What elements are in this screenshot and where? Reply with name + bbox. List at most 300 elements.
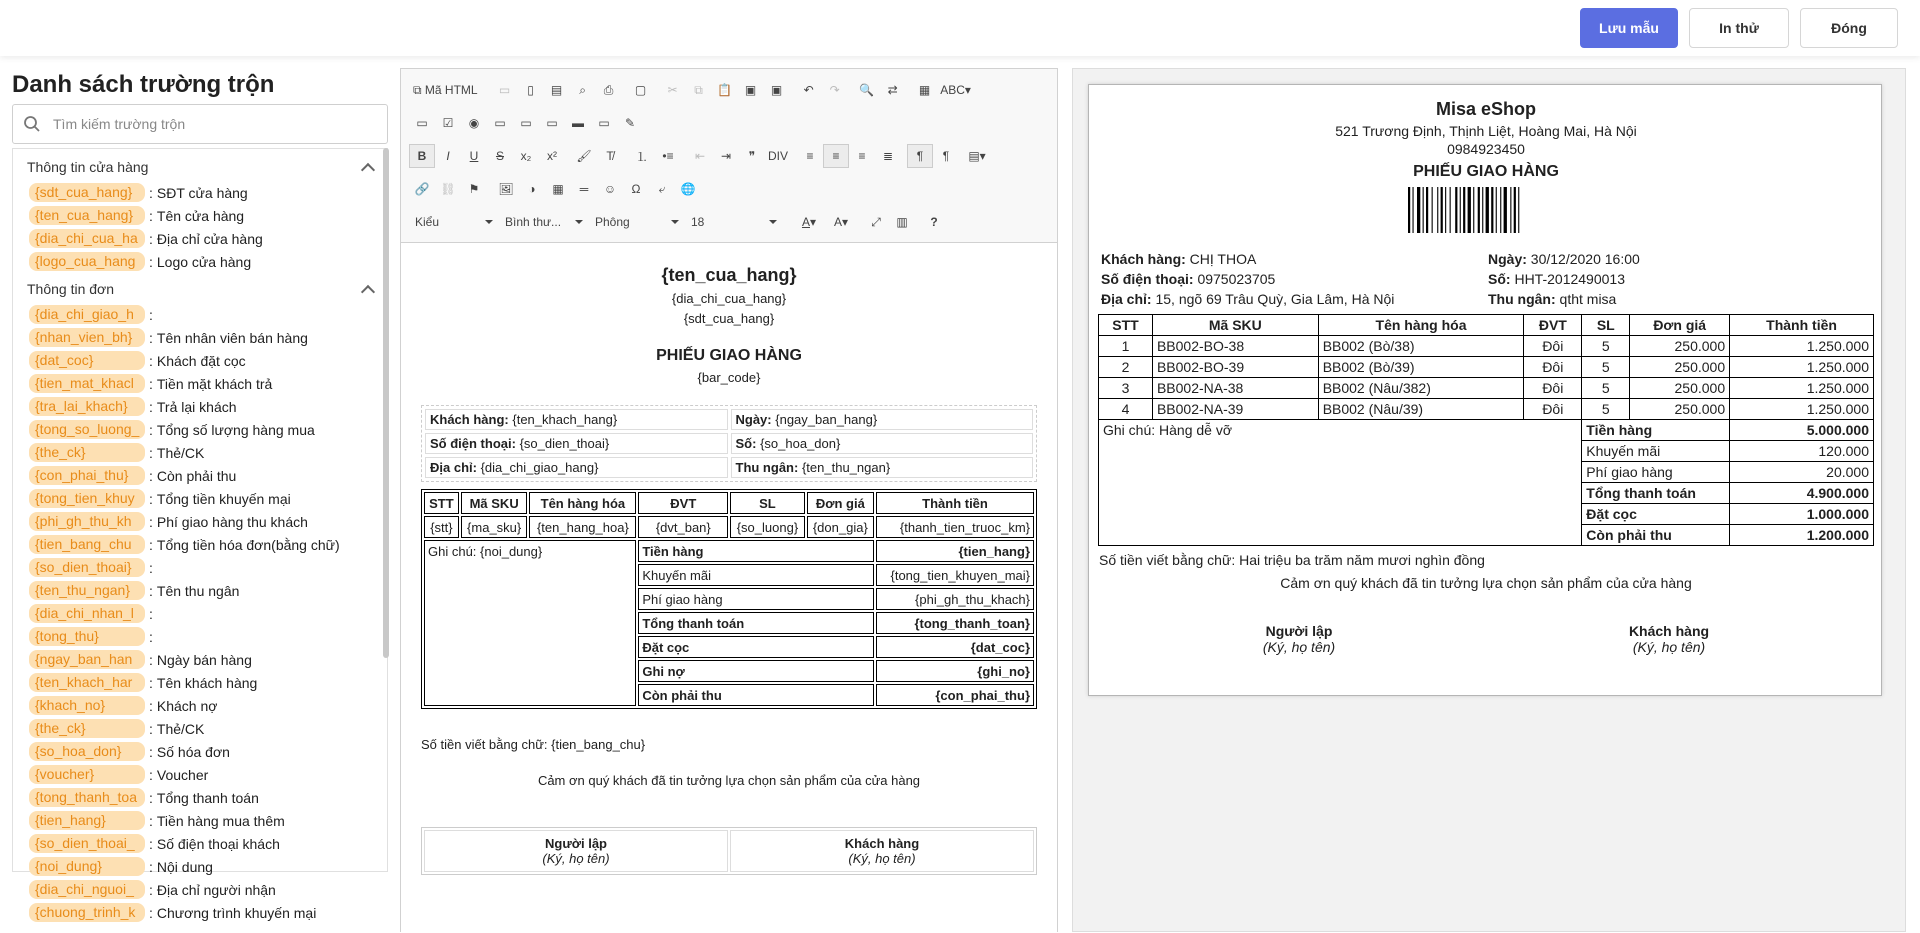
merge-field-label: Tiền mặt khách trả xyxy=(156,375,273,392)
style-dropdown[interactable] xyxy=(409,211,499,233)
pv-note: Ghi chú: Hàng dễ vỡ xyxy=(1099,420,1582,546)
merge-field-label: Thẻ/CK xyxy=(156,444,205,461)
merge-field-key[interactable]: {voucher} xyxy=(29,765,145,784)
info-value: {ten_khach_hang} xyxy=(512,412,618,427)
paste-word-icon[interactable]: ▣ xyxy=(770,83,783,97)
tpl-store-address: {dia_chi_cua_hang} xyxy=(671,291,787,306)
item-cell: 4 xyxy=(1099,399,1153,420)
total-value: {phi_gh_thu_khach} xyxy=(876,588,1034,610)
column-header: Đơn giá xyxy=(807,492,874,514)
flash-icon[interactable]: ◑ xyxy=(528,182,536,196)
form-icon[interactable]: ▭ xyxy=(416,116,428,130)
info-value: {so_dien_thoai} xyxy=(519,436,610,451)
merge-field-label: Địa chỉ người nhận xyxy=(156,881,276,898)
merge-field-key[interactable]: {so_dien_thoai_ xyxy=(29,834,145,853)
top-bar xyxy=(0,0,1920,56)
column-header: Tên hàng hóa xyxy=(1318,315,1524,336)
align-left-icon[interactable]: ≡ xyxy=(806,149,814,163)
merge-field-key[interactable]: {phi_gh_thu_kh xyxy=(29,512,145,531)
rtl-icon[interactable]: ¶ xyxy=(942,149,950,163)
item-cell: 1 xyxy=(1099,336,1153,357)
info-label: Khách hàng: xyxy=(430,412,509,427)
item-cell: 5 xyxy=(1582,357,1630,378)
merge-field-key[interactable]: {so_hoa_don} xyxy=(29,742,145,761)
total-label: Khuyến mãi xyxy=(638,564,874,586)
separator: : xyxy=(149,536,153,553)
total-value: 5.000.000 xyxy=(1730,420,1874,441)
field-list xyxy=(12,148,388,921)
total-label: Tiền hàng xyxy=(1582,420,1730,441)
pv-items-table xyxy=(1098,314,1874,546)
merge-field-item[interactable] xyxy=(13,855,387,878)
item-cell: 1.250.000 xyxy=(1730,357,1874,378)
test-print-button[interactable]: In thử xyxy=(1689,8,1789,48)
merge-field-label: Tiền hàng mua thêm xyxy=(156,812,285,829)
page-break-icon[interactable]: ⤶ xyxy=(658,181,666,196)
customer-label: Khách hàng xyxy=(1628,623,1710,639)
iframe-icon[interactable]: 🌐 xyxy=(680,182,696,196)
merge-field-item[interactable] xyxy=(13,809,387,832)
merge-field-item[interactable] xyxy=(13,487,387,510)
merge-field-key[interactable]: {con_phai_thu} xyxy=(29,466,145,485)
cut-icon[interactable]: ✂ xyxy=(667,83,678,97)
total-value: 4.900.000 xyxy=(1730,483,1874,504)
italic-icon[interactable]: I xyxy=(446,149,450,163)
pv-item-row xyxy=(1099,399,1874,420)
group-store-items xyxy=(13,181,387,273)
merge-field-key[interactable]: {ten_cua_hang} xyxy=(29,206,145,225)
save-template-button[interactable]: Lưu mẫu xyxy=(1580,8,1678,48)
info-value: 15, ngõ 69 Trâu Quỳ, Gia Lâm, Hà Nội xyxy=(1155,291,1395,307)
merge-field-key[interactable]: {tra_lai_khach} xyxy=(29,397,145,416)
editor-content[interactable] xyxy=(401,243,1057,933)
merge-field-key[interactable]: {tong_tien_khuy xyxy=(29,489,145,508)
merge-field-label: Số hóa đơn xyxy=(156,743,230,760)
separator: : xyxy=(149,398,153,415)
radio-icon[interactable]: ◉ xyxy=(468,116,480,130)
column-header: SL xyxy=(730,492,804,514)
indent-icon[interactable]: ⇥ xyxy=(720,149,732,163)
link-icon[interactable]: 🔗 xyxy=(414,182,430,196)
close-button[interactable]: Đóng xyxy=(1800,8,1898,48)
sign-note: (Ký, họ tên) xyxy=(848,851,916,866)
pv-info-cell xyxy=(1101,249,1488,269)
merge-field-item[interactable] xyxy=(13,832,387,855)
bg-color-icon[interactable]: A▾ xyxy=(833,215,849,229)
tpl-info-cell xyxy=(425,457,728,478)
total-value: {tien_hang} xyxy=(876,540,1034,562)
info-label: Ngày: xyxy=(735,412,772,427)
template-editor xyxy=(400,68,1058,932)
merge-field-item[interactable] xyxy=(13,464,387,487)
sign-note: (Ký, họ tên) xyxy=(1632,639,1706,655)
separator: : xyxy=(149,651,153,668)
total-value: {con_phai_thu} xyxy=(876,684,1034,706)
pv-info-cell xyxy=(1488,249,1877,269)
column-header: STT xyxy=(424,492,459,514)
info-label: Số điện thoại: xyxy=(1101,271,1194,287)
tpl-items-header xyxy=(424,492,1034,514)
horizontal-line-icon[interactable]: ═ xyxy=(579,182,589,196)
separator: : xyxy=(149,812,153,829)
separator: : xyxy=(149,835,153,852)
merge-field-label: Logo cửa hàng xyxy=(156,253,252,270)
merge-field-label: Tên thu ngân xyxy=(156,582,240,599)
group-label: Thông tin cửa hàng xyxy=(27,159,149,175)
merge-field-item[interactable] xyxy=(13,303,387,326)
anchor-icon[interactable]: ⚑ xyxy=(468,182,480,196)
merge-field-item[interactable] xyxy=(13,625,387,648)
merge-field-item[interactable] xyxy=(13,556,387,579)
info-label: Thu ngân: xyxy=(735,460,799,475)
pv-store-phone: 0984923450 xyxy=(1447,141,1525,157)
merge-field-item[interactable] xyxy=(13,418,387,441)
total-label: Tiền hàng xyxy=(638,540,874,562)
select-all-icon[interactable]: ▦ xyxy=(918,83,931,97)
merge-field-item[interactable] xyxy=(13,510,387,533)
item-cell: BB002 (Nâu/39) xyxy=(1318,399,1524,420)
total-value: 120.000 xyxy=(1730,441,1874,462)
item-cell: 1.250.000 xyxy=(1730,378,1874,399)
table-icon[interactable]: ▦ xyxy=(552,182,564,196)
merge-field-item[interactable] xyxy=(13,181,387,204)
merge-field-item[interactable] xyxy=(13,671,387,694)
item-cell: 5 xyxy=(1582,378,1630,399)
div-icon[interactable]: DIV xyxy=(767,149,788,163)
group-store-info[interactable] xyxy=(13,153,387,181)
merge-field-key[interactable]: {logo_cua_hang xyxy=(29,252,145,271)
font-size-label: 18 xyxy=(691,215,705,229)
undo-icon[interactable]: ↶ xyxy=(803,83,814,97)
superscript-icon[interactable]: x² xyxy=(547,149,557,163)
sign-note: (Ký, họ tên) xyxy=(1262,639,1336,655)
separator: : xyxy=(149,858,153,875)
column-header: SL xyxy=(1582,315,1630,336)
tpl-barcode: {bar_code} xyxy=(697,370,761,385)
tpl-sign-table xyxy=(421,827,1037,875)
template-icon[interactable]: ▢ xyxy=(634,83,647,97)
merge-field-item[interactable] xyxy=(13,740,387,763)
pv-info-cell xyxy=(1488,269,1877,289)
info-value: {dia_chi_giao_hang} xyxy=(480,460,599,475)
item-cell: 250.000 xyxy=(1630,336,1730,357)
merge-field-item[interactable] xyxy=(13,901,387,924)
column-header: Thành tiền xyxy=(1730,315,1874,336)
merge-field-key[interactable]: {ten_khach_har xyxy=(29,673,145,692)
column-header: ĐVT xyxy=(638,492,728,514)
item-cell: BB002 (Bò/39) xyxy=(1318,357,1524,378)
copy-format-icon[interactable]: 🖌 xyxy=(576,149,592,163)
merge-field-key[interactable]: {khach_no} xyxy=(29,696,145,715)
customer-label: Khách hàng xyxy=(844,836,920,851)
tpl-items-table xyxy=(421,489,1037,709)
tpl-items-row xyxy=(424,516,1034,538)
separator: : xyxy=(149,184,153,201)
tpl-info-cell xyxy=(731,433,1034,454)
merge-field-key[interactable]: {dia_chi_giao_h xyxy=(29,305,145,324)
copy-icon[interactable]: ⧉ xyxy=(694,82,703,97)
tpl-info-row xyxy=(425,457,1033,478)
format-dropdown[interactable] xyxy=(499,211,589,233)
underline-icon[interactable]: U xyxy=(469,149,479,163)
pv-info-cell xyxy=(1101,269,1488,289)
column-header: Tên hàng hóa xyxy=(529,492,636,514)
merge-field-label: Tổng tiền hóa đơn(bằng chữ) xyxy=(156,536,340,553)
search-box xyxy=(12,104,388,144)
group-order-info[interactable] xyxy=(13,275,387,303)
source-html-button[interactable] xyxy=(409,78,482,102)
outdent-icon[interactable]: ⇤ xyxy=(694,149,706,163)
tpl-sign-customer xyxy=(730,830,1034,872)
separator: : xyxy=(149,375,153,392)
maximize-icon[interactable]: ⤢ xyxy=(871,214,881,229)
separator: : xyxy=(149,605,153,622)
merge-field-label: Tổng số lượng hàng mua xyxy=(156,421,315,438)
merge-field-label: Phí giao hàng thu khách xyxy=(156,513,308,530)
total-label: Tổng thanh toán xyxy=(638,612,874,634)
column-header: Thành tiền xyxy=(876,492,1034,514)
special-char-icon[interactable]: Ω xyxy=(631,182,641,196)
item-cell: Đôi xyxy=(1524,399,1582,420)
pv-info-row xyxy=(1101,249,1877,269)
find-icon[interactable]: 🔍 xyxy=(859,83,875,97)
merge-field-label: Tên nhân viên bán hàng xyxy=(156,329,308,346)
merge-field-label: Voucher xyxy=(156,766,209,783)
ltr-icon[interactable]: ¶ xyxy=(907,144,933,168)
separator: : xyxy=(149,674,153,691)
item-cell: {ma_sku} xyxy=(461,516,528,538)
tpl-info-cell xyxy=(731,409,1034,430)
tpl-note: Ghi chú: {noi_dung} xyxy=(424,540,636,706)
separator: : xyxy=(149,904,153,921)
merge-field-item[interactable] xyxy=(13,533,387,556)
merge-field-key[interactable]: {tong_thu} xyxy=(29,627,145,646)
merge-field-key[interactable]: {noi_dung} xyxy=(29,857,145,876)
column-header: Đơn giá xyxy=(1630,315,1730,336)
merge-field-key[interactable]: {the_ck} xyxy=(29,719,145,738)
merge-field-label: SĐT cửa hàng xyxy=(156,184,248,201)
merge-field-key[interactable]: {tien_bang_chu xyxy=(29,535,145,554)
merge-field-key[interactable]: {ngay_ban_han xyxy=(29,650,145,669)
info-label: Địa chỉ: xyxy=(1101,291,1152,307)
column-header: Mã SKU xyxy=(461,492,528,514)
merge-field-item[interactable] xyxy=(13,349,387,372)
creator-label: Người lập xyxy=(1265,623,1333,639)
merge-field-item[interactable] xyxy=(13,602,387,625)
subscript-icon[interactable]: x₂ xyxy=(520,149,532,163)
item-cell: Đôi xyxy=(1524,357,1582,378)
merge-field-label: Tổng thanh toán xyxy=(156,789,259,806)
item-cell: 5 xyxy=(1582,336,1630,357)
separator: : xyxy=(149,559,153,576)
field-list-scrollbar[interactable] xyxy=(383,148,389,658)
font-size-dropdown[interactable] xyxy=(685,211,783,233)
total-value: 20.000 xyxy=(1730,462,1874,483)
total-label: Phí giao hàng xyxy=(1582,462,1730,483)
tpl-info-row xyxy=(425,409,1033,430)
help-icon[interactable]: ? xyxy=(930,215,938,229)
info-value: {ten_thu_ngan} xyxy=(801,460,891,475)
merge-field-key[interactable]: {ten_thu_ngan} xyxy=(29,581,145,600)
merge-field-key[interactable]: {dat_coc} xyxy=(29,351,145,370)
separator: : xyxy=(149,766,153,783)
tpl-info-table xyxy=(421,405,1037,482)
merge-field-key[interactable]: {dia_chi_cua_ha xyxy=(29,229,145,248)
paste-text-icon[interactable]: ▣ xyxy=(744,83,757,97)
show-blocks-icon[interactable]: ▥ xyxy=(896,215,908,229)
chevron-up-icon[interactable] xyxy=(361,285,375,299)
item-cell: BB002 (Bò/38) xyxy=(1318,336,1524,357)
tpl-thanks: Cảm ơn quý khách đã tin tưởng lựa chọn sản phẩm của cửa hàng xyxy=(537,773,921,788)
merge-field-key[interactable]: {dia_chi_nhan_l xyxy=(29,604,145,623)
save-icon[interactable]: ▭ xyxy=(498,83,511,97)
separator: : xyxy=(149,697,153,714)
textarea-icon[interactable]: ▭ xyxy=(520,116,532,130)
merge-field-key[interactable]: {so_dien_thoai} xyxy=(29,558,145,577)
new-page-icon[interactable]: ▯ xyxy=(527,83,534,97)
merge-field-key[interactable]: {dia_chi_nguoi_ xyxy=(29,880,145,899)
merge-field-key[interactable]: {tien_hang} xyxy=(29,811,145,830)
text-color-icon[interactable]: A ▾ xyxy=(801,215,817,229)
numbered-list-icon[interactable]: ⒈ xyxy=(635,149,648,164)
preview-icon[interactable]: ⌕ xyxy=(579,82,586,97)
merge-field-key[interactable]: {nhan_vien_bh} xyxy=(29,328,145,347)
total-value: {tong_tien_khuyen_mai} xyxy=(876,564,1034,586)
search-input[interactable] xyxy=(53,113,373,135)
smiley-icon[interactable]: ☺ xyxy=(603,182,617,196)
pv-doc-title: PHIẾU GIAO HÀNG xyxy=(1413,163,1559,180)
merge-field-item[interactable] xyxy=(13,717,387,740)
separator: : xyxy=(149,306,153,323)
merge-field-label: Tên cửa hàng xyxy=(156,207,245,224)
item-cell: 5 xyxy=(1582,399,1630,420)
checkbox-icon[interactable]: ☑ xyxy=(442,116,454,130)
item-cell: 3 xyxy=(1099,378,1153,399)
chevron-up-icon[interactable] xyxy=(361,163,375,177)
pv-item-row xyxy=(1099,378,1874,399)
tpl-info-row xyxy=(425,433,1033,454)
total-value: {ghi_no} xyxy=(876,660,1034,682)
tpl-info-cell xyxy=(425,409,728,430)
merge-field-item[interactable] xyxy=(13,204,387,227)
paste-icon[interactable]: 📋 xyxy=(717,83,733,97)
merge-field-item[interactable] xyxy=(13,878,387,901)
merge-field-label: Tổng tiền khuyến mại xyxy=(156,490,291,507)
separator: : xyxy=(149,628,153,645)
pv-info-row xyxy=(1101,289,1877,309)
separator: : xyxy=(149,743,153,760)
tpl-amount-words: Số tiền viết bằng chữ: {tien_bang_chu} xyxy=(421,737,646,752)
print-icon[interactable]: ⎙ xyxy=(603,82,614,97)
info-value: 0975023705 xyxy=(1197,271,1276,287)
format-label: Bình thư... xyxy=(505,215,562,229)
info-value: {so_hoa_don} xyxy=(760,436,841,451)
html-icon: ⧉ xyxy=(413,82,422,97)
merge-field-key[interactable]: {tong_so_luong_ xyxy=(29,420,145,439)
merge-field-item[interactable] xyxy=(13,786,387,809)
merge-field-label: Nội dung xyxy=(156,858,213,875)
redo-icon[interactable]: ↷ xyxy=(829,83,840,97)
language-icon[interactable]: ▤▾ xyxy=(968,149,986,163)
tpl-store-phone: {sdt_cua_hang} xyxy=(683,311,775,326)
merge-field-item[interactable] xyxy=(13,326,387,349)
merge-field-key[interactable]: {tien_mat_khacl xyxy=(29,374,145,393)
info-label: Thu ngân: xyxy=(1488,291,1556,307)
justify-icon[interactable]: ≣ xyxy=(882,149,894,163)
image-button-icon[interactable]: ▭ xyxy=(598,116,610,130)
editor-toolbar xyxy=(401,69,1057,243)
align-right-icon[interactable]: ≡ xyxy=(858,149,866,163)
info-value: 30/12/2020 16:00 xyxy=(1530,251,1640,267)
select-field-icon[interactable]: ▭ xyxy=(546,116,558,130)
pv-amount-words: Số tiền viết bằng chữ: Hai triệu ba trăm năm mươi nghìn đồng xyxy=(1099,552,1485,568)
separator: : xyxy=(149,582,153,599)
textfield-icon[interactable]: ▭ xyxy=(494,116,506,130)
merge-field-item[interactable] xyxy=(13,648,387,671)
total-label: Còn phải thu xyxy=(638,684,874,706)
merge-field-item[interactable] xyxy=(13,250,387,273)
bullet-list-icon[interactable]: •≡ xyxy=(662,149,674,163)
image-icon[interactable]: 🖼 xyxy=(498,182,514,196)
merge-field-item[interactable] xyxy=(13,395,387,418)
merge-field-label: Ngày bán hàng xyxy=(156,651,252,668)
replace-icon[interactable]: ⇄ xyxy=(887,83,898,97)
tpl-doc-title: PHIẾU GIAO HÀNG xyxy=(656,347,802,364)
column-header: STT xyxy=(1099,315,1153,336)
merge-field-key[interactable]: {tong_thanh_toa xyxy=(29,788,145,807)
total-label: Ghi nợ xyxy=(638,660,874,682)
item-cell: BB002-BO-39 xyxy=(1152,357,1318,378)
spellcheck-icon[interactable]: ABC▾ xyxy=(940,83,971,97)
merge-field-key[interactable]: {sdt_cua_hang} xyxy=(29,183,145,202)
merge-field-item[interactable] xyxy=(13,227,387,250)
merge-field-key[interactable]: {chuong_trinh_k xyxy=(29,903,145,922)
unlink-icon[interactable]: ⛓ xyxy=(440,182,456,196)
separator: : xyxy=(149,467,153,484)
separator: : xyxy=(149,490,153,507)
font-dropdown[interactable] xyxy=(589,211,685,233)
remove-format-icon[interactable]: T̸ xyxy=(606,149,614,163)
total-value: 1.000.000 xyxy=(1730,504,1874,525)
preview-paper xyxy=(1088,84,1882,696)
total-value: 1.200.000 xyxy=(1730,525,1874,546)
merge-field-item[interactable] xyxy=(13,579,387,602)
pv-info-row xyxy=(1101,269,1877,289)
merge-field-item[interactable] xyxy=(13,694,387,717)
merge-field-item[interactable] xyxy=(13,441,387,464)
font-label: Phông xyxy=(595,215,630,229)
blockquote-icon[interactable]: ❞ xyxy=(748,149,756,163)
button-field-icon[interactable]: ▬ xyxy=(572,116,584,130)
item-cell: BB002-NA-38 xyxy=(1152,378,1318,399)
style-label: Kiểu xyxy=(415,215,440,229)
align-center-icon[interactable]: ≡ xyxy=(823,144,849,168)
merge-field-item[interactable] xyxy=(13,372,387,395)
total-label: Còn phải thu xyxy=(1582,525,1730,546)
pv-store-name: Misa eShop xyxy=(1435,99,1537,119)
tpl-total-row xyxy=(424,540,1034,562)
strike-icon[interactable]: S xyxy=(495,149,504,163)
bold-icon[interactable]: B xyxy=(409,144,435,168)
pdf-icon[interactable]: ▤ xyxy=(550,83,563,97)
pv-sign-creator xyxy=(1209,623,1389,655)
merge-field-item[interactable] xyxy=(13,763,387,786)
hidden-field-icon[interactable]: ✎ xyxy=(624,116,636,130)
merge-field-key[interactable]: {the_ck} xyxy=(29,443,145,462)
separator: : xyxy=(149,881,153,898)
pv-thanks: Cảm ơn quý khách đã tin tưởng lựa chọn sản phẩm của cửa hàng xyxy=(1280,575,1692,591)
info-label: Ngày: xyxy=(1488,251,1527,267)
